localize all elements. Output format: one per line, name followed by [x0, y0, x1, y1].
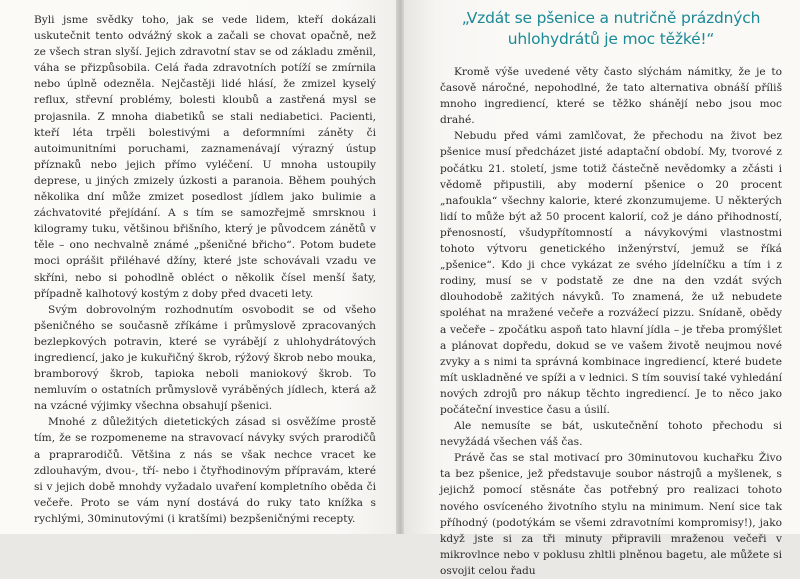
- left-page-body: [34, 12, 376, 527]
- left-paragraph-1: Byli jsme svědky toho, jak se vede lidem, kteří dokázali uskutečnit tento odvážný skok a začali se chovat opačně, než ze všech stran slyší. Jejich zdravotní stav se od základu změnil, váha se přizpůsobila. Celá řada zdravotních potíží se zmírnila nebo úplně odezněla. Nejčastěji lidé hlásí, že zmizel kyselý reflux, střevní problémy, bolesti kloubů a zastřená mysl se projasnila. Z mnoha diabetiků se stali nediabetici. Pacienti, kteří léta trpěli bolestivými a deformními záněty či autoimunitními poruchami, zaznamenávají výrazný ústup příznaků nebo jejich přímo vyléčení. U mnoha ustoupily deprese, u jiných zmizely úzkosti a paranoia. Během pouhých několika dní může zmizet posedlost jídlem jako bulimie a záchvatovité přejídání. A s tím se samozřejmě smrsknou i kilogramy tuku, většinou břišního, který je původcem zánětů v těle – ono nechvalně známé „pšeničné břicho“. Potom budete moci oprášit přiléhavé džíny, které jste schovávali vzadu ve skříni, nebo si pohodlně obléct o několik čísel menší šaty, případně kalhotový kostým z doby před dvaceti lety.: [34, 14, 376, 300]
- right-paragraph-2: Nebudu před vámi zamlčovat, že přechodu na život bez pšenice musí předcházet jisté adaptační období. My, tvorové z počátku 21. století, jsme totiž částečně nevědomky a zčásti i vědomě připustili, aby moderní pšenice o 20 procent „nafoukla“ všechny kalorie, které zkonzumujeme. U některých lidí to může být až 50 procent kalorií, což je dáno přihodností, přenosností, všudypřítomností a návykovými vlastnostmi tohoto výtvoru genetického inženýrství, jemuž se říká „pšenice“. Kdo ji chce vykázat ze svého jídelníčku a tím i z rodiny, musí se v podstatě ze dne na den vzdát svých dlouhodobě zažitých návyků. To znamená, že už nebudete spoléhat na mražené večeře a rozvážecí pizzu. Snídaně, obědy a večeře – zpočátku aspoň tato hlavní jídla – je třeba promýšlet a plánovat dopředu, dokud se ve vašem životě neujmou nové zvyky a s nimi ta správná kombinace ingrediencí, které budete mít uskladněné ve spíži a v lednici. S tím souvisí také vyhledání nových zdrojů pro nákup těchto ingrediencí. Je to něco jako počáteční investice času a úsilí.: [440, 130, 782, 416]
- right-page: [404, 0, 800, 577]
- right-paragraph-1: Kromě výše uvedené věty často slýchám námitky, že je to časově náročné, nepohodlné, že tato alternativa obnáší příliš mnoho ingrediencí, které se těžko shánějí nebo jsou moc drahé.: [440, 66, 782, 127]
- left-paragraph-2: Svým dobrovolným rozhodnutím osvobodit se od všeho pšeničného se současně zříkáme i průmyslově zpracovaných bezlepkových potravin, které se vyrábějí z uhlohydrátových ingrediencí, jako je kukuřičný škrob, rýžový škrob nebo mouka, bramborový škrob, tapioka neboli maniokový škrob. To nemluvím o ostatních průmyslově vyráběných jídlech, která až na vzácné výjimky všechna obsahují pšenici.: [34, 303, 376, 413]
- section-heading: „Vzdát se pšenice a nutričně prázdných uhlohydrátů je moc těžké!“: [461, 9, 761, 48]
- right-paragraph-3: Ale nemusíte se bát, uskutečnění tohoto přechodu si nevyžádá všechen váš čas.: [440, 420, 782, 449]
- right-page-body: [440, 64, 782, 579]
- left-paragraph-3: Mnohé z důležitých dietetických zásad si osvěžíme prostě tím, že se rozpomeneme na stravovací návyky svých prarodičů a praprarodičů. Většina z nás se však nechce vracet ke zdlouhavým, dvou-, tří- nebo i čtyřhodinovým přípravám, které si v jejich době mnohdy vyžadalo uvaření kompletního oběda či večeře. Proto se vám nyní dostává do ruky tato knížka s rychlými, 30minutovými (i kratšími) bezpšeničnými recepty.: [34, 416, 376, 525]
- left-page: [0, 0, 398, 534]
- right-paragraph-4: Právě čas se stal motivací pro 30minutovou kuchařku Živo ta bez pšenice, jež představuje soubor nástrojů a myšlenek, s jejichž pomocí stěsnáte čas potřebný pro realizaci tohoto nového osvíceného životního stylu na minimum. Není sice tak příhodný (podotýkám se všemi zdravotními kompromisy!), jako když jste si za tři minuty připravili mraženou večeři v mikrovlnce nebo v poklusu zhltli plněnou bagetu, ale můžete si osvojit celou řadu: [440, 452, 782, 577]
